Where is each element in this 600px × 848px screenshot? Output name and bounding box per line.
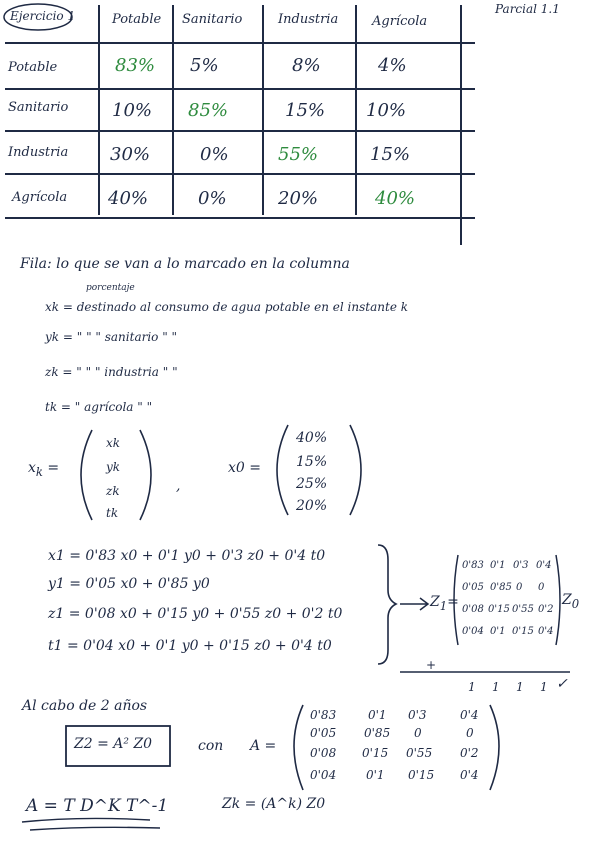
z1-label: $Z_1=$ bbox=[430, 594, 459, 613]
vector-label: $x_k$ = bbox=[28, 460, 60, 479]
table-cell: 15% bbox=[285, 100, 326, 121]
after-text: Al cabo de 2 años bbox=[22, 698, 148, 714]
row-label-industria: Industria bbox=[8, 145, 69, 160]
page-label: Parcial 1.1 bbox=[495, 2, 560, 16]
zk-formula: Zk = (A^k) Z0 bbox=[222, 796, 326, 812]
a-cell: 0'83 bbox=[310, 708, 337, 722]
table-cell: 83% bbox=[115, 55, 156, 76]
note-zk: zk = " " " industria " " bbox=[45, 365, 178, 379]
note-xk: xk = destinado al consumo de agua potable en el instante k bbox=[45, 300, 408, 314]
col-header-potable: Potable bbox=[112, 12, 162, 27]
matrix-row: 0'1 bbox=[490, 626, 506, 637]
plus-sign: + bbox=[426, 658, 437, 672]
vector-entry: tk bbox=[106, 506, 119, 520]
row-label-agricola: Agrícola bbox=[12, 190, 68, 205]
table-cell: 5% bbox=[190, 55, 219, 76]
table-cell: 15% bbox=[370, 144, 411, 165]
column-sum: 1 bbox=[540, 680, 548, 694]
x0-label: x0 = bbox=[228, 460, 261, 476]
matrix-row: 0 bbox=[516, 582, 523, 593]
a-cell: 0'4 bbox=[460, 708, 479, 722]
matrix-row: 0'4 bbox=[538, 626, 554, 637]
comma: , bbox=[176, 478, 181, 494]
a-cell: 0'04 bbox=[310, 768, 337, 782]
z2-formula: Z2 = A² Z0 bbox=[74, 736, 153, 752]
table-cell: 0% bbox=[200, 144, 229, 165]
note-fila: Fila: lo que se van a lo marcado en la columna bbox=[20, 256, 350, 272]
check-icon: ✓ bbox=[556, 676, 568, 692]
x0-entry: 15% bbox=[296, 454, 328, 470]
z0-suffix: $Z_0$ bbox=[562, 592, 580, 611]
x0-entry: 20% bbox=[296, 498, 328, 514]
decomposition: A = T D^K T^-1 bbox=[26, 796, 169, 816]
matrix-row: 0'55 bbox=[512, 604, 534, 615]
table-cell: 20% bbox=[278, 188, 319, 209]
vector-entry: zk bbox=[106, 484, 120, 498]
a-cell: 0 bbox=[414, 726, 422, 740]
a-cell: 0'15 bbox=[362, 746, 389, 760]
con-text: con bbox=[198, 738, 224, 754]
column-sum: 1 bbox=[492, 680, 500, 694]
column-sum: 1 bbox=[468, 680, 476, 694]
a-cell: 0'2 bbox=[460, 746, 479, 760]
note-yk: yk = " " " sanitario " " bbox=[45, 330, 178, 344]
matrix-row: 0'2 bbox=[538, 604, 554, 615]
note-tk: tk = " agrícola " " bbox=[45, 400, 153, 414]
table-cell: 40% bbox=[375, 188, 416, 209]
a-cell: 0'3 bbox=[408, 708, 427, 722]
x0-entry: 25% bbox=[296, 476, 328, 492]
a-cell: 0'15 bbox=[408, 768, 435, 782]
matrix-row: 0'1 bbox=[490, 560, 506, 571]
table-cell: 10% bbox=[112, 100, 153, 121]
x0-entry: 40% bbox=[296, 430, 328, 446]
matrix-row: 0'05 bbox=[462, 582, 484, 593]
matrix-row: 0'15 bbox=[488, 604, 510, 615]
a-cell: 0'85 bbox=[364, 726, 391, 740]
equation: z1 = 0'08 x0 + 0'15 y0 + 0'55 z0 + 0'2 t0 bbox=[48, 606, 343, 622]
matrix-row: 0'85 bbox=[490, 582, 512, 593]
matrix-row: 0'08 bbox=[462, 604, 484, 615]
matrix-row: 0'15 bbox=[512, 626, 534, 637]
row-label-sanitario: Sanitario bbox=[8, 100, 69, 115]
note-porcentaje: porcentaje bbox=[86, 283, 135, 293]
a-cell: 0'55 bbox=[406, 746, 433, 760]
matrix-row: 0 bbox=[538, 582, 545, 593]
a-cell: 0'1 bbox=[368, 708, 387, 722]
table-cell: 30% bbox=[110, 144, 151, 165]
a-cell: 0 bbox=[466, 726, 474, 740]
a-cell: 0'4 bbox=[460, 768, 479, 782]
vector-entry: yk bbox=[106, 460, 121, 474]
table-cell: 10% bbox=[366, 100, 407, 121]
table-cell: 55% bbox=[278, 144, 319, 165]
equation: t1 = 0'04 x0 + 0'1 y0 + 0'15 z0 + 0'4 t0 bbox=[48, 638, 332, 654]
a-cell: 0'05 bbox=[310, 726, 337, 740]
matrix-row: 0'83 bbox=[462, 560, 484, 571]
equation: x1 = 0'83 x0 + 0'1 y0 + 0'3 z0 + 0'4 t0 bbox=[48, 548, 326, 564]
a-cell: 0'08 bbox=[310, 746, 337, 760]
col-header-agricola: Agrícola bbox=[372, 14, 428, 29]
equation: y1 = 0'05 x0 + 0'85 y0 bbox=[48, 576, 210, 592]
col-header-sanitario: Sanitario bbox=[182, 12, 243, 27]
table-cell: 0% bbox=[198, 188, 227, 209]
column-sum: 1 bbox=[516, 680, 524, 694]
table-cell: 4% bbox=[378, 55, 407, 76]
row-label-potable: Potable bbox=[8, 60, 58, 75]
col-header-industria: Industria bbox=[278, 12, 339, 27]
table-cell: 8% bbox=[292, 55, 321, 76]
vector-entry: xk bbox=[106, 436, 121, 450]
a-label: A = bbox=[250, 738, 277, 754]
matrix-row: 0'04 bbox=[462, 626, 484, 637]
matrix-row: 0'4 bbox=[536, 560, 552, 571]
table-cell: 40% bbox=[108, 188, 149, 209]
a-cell: 0'1 bbox=[366, 768, 385, 782]
table-cell: 85% bbox=[188, 100, 229, 121]
exercise-label: Ejercicio 1 bbox=[10, 9, 76, 23]
matrix-row: 0'3 bbox=[513, 560, 529, 571]
